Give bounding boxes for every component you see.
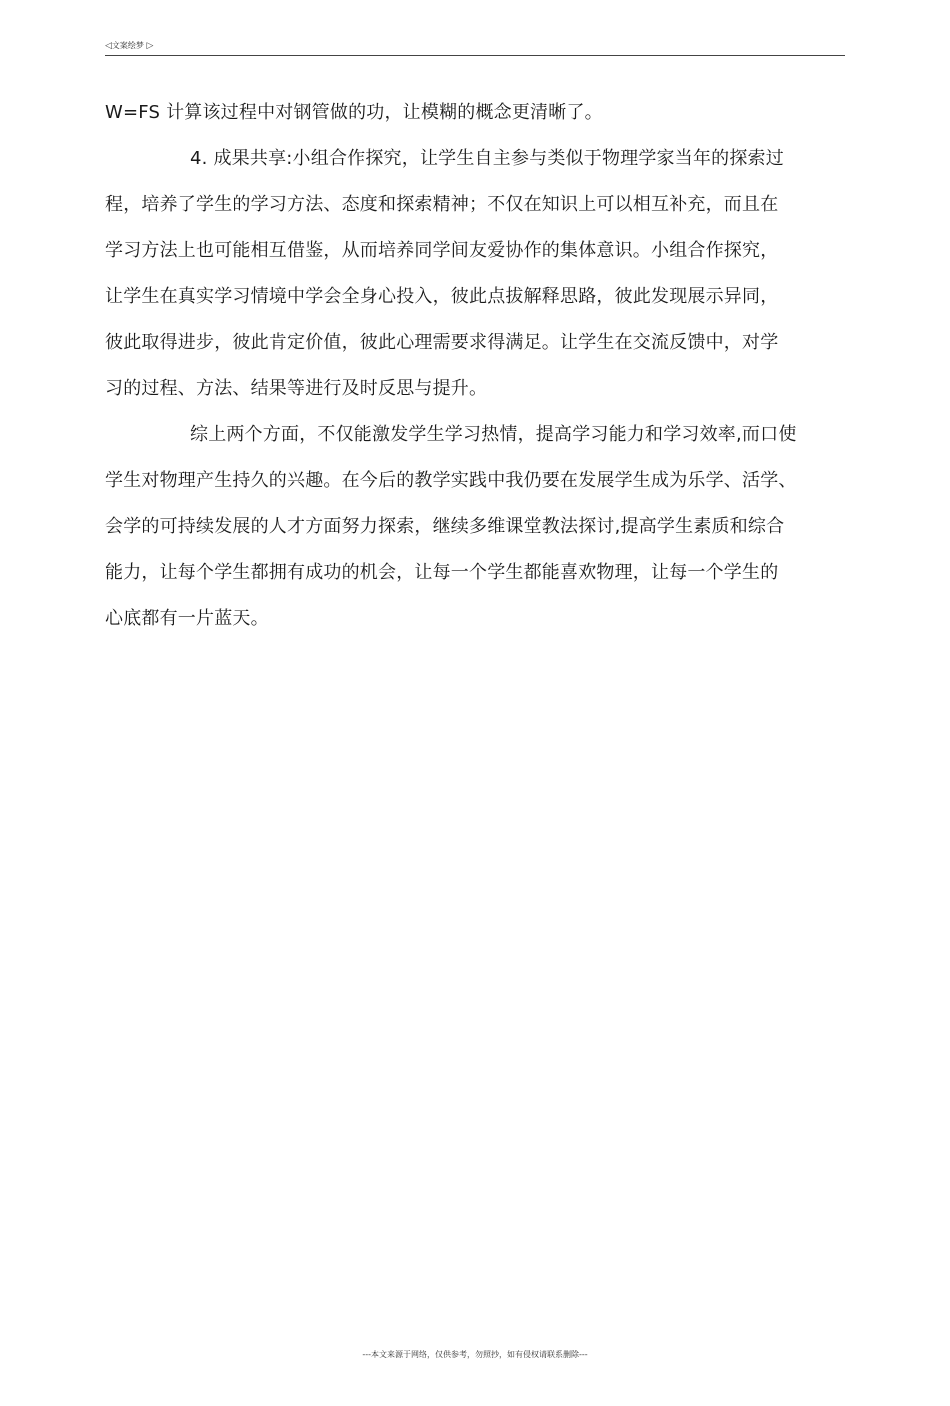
text-line: 会学的可持续发展的人才方面努力探索，继续多维课堂教法探讨,提高学生素质和综合 bbox=[105, 516, 785, 537]
text-line: 心底都有一片蓝天。 bbox=[105, 608, 269, 629]
text-line: 综上两个方面，不仅能激发学生学习热情，提高学习能力和学习效率,而口使 bbox=[190, 424, 797, 445]
text-line: 让学生在真实学习情境中学会全身心投入，彼此点拔解释思路，彼此发现展示异同， bbox=[105, 286, 779, 307]
header-title: 文案绘梦 bbox=[111, 41, 144, 50]
document-body bbox=[105, 90, 845, 642]
text-line: 学习方法上也可能相互借鉴，从而培养同学间友爱协作的集体意识。小组合作探究， bbox=[105, 240, 779, 261]
text-line: W=FS 计算该过程中对钢管做的功，让模糊的概念更清晰了。 bbox=[105, 102, 603, 123]
text-line: 程，培养了学生的学习方法、态度和探索精神；不仅在知识上可以相互补充，而且在 bbox=[105, 194, 779, 215]
page-footer: ---本文来源于网络，仅供参考，勿照抄，如有侵权请联系删除--- bbox=[362, 1350, 588, 1359]
page-header bbox=[105, 39, 845, 56]
paragraph-conclusion bbox=[105, 412, 845, 642]
paragraph-results-sharing bbox=[105, 136, 845, 412]
text-line: 习的过程、方法、结果等进行及时反思与提升。 bbox=[105, 378, 488, 399]
text-line: 4. 成果共享:小组合作探究，让学生自主参与类似于物理学家当年的探索过 bbox=[190, 148, 784, 169]
paragraph-work-formula bbox=[105, 90, 845, 136]
text-line: 学生对物理产生持久的兴趣。在今后的教学实践中我仍要在发展学生成为乐学、活学、 bbox=[105, 470, 797, 491]
text-line: 能力，让每个学生都拥有成功的机会，让每一个学生都能喜欢物理，让每一个学生的 bbox=[105, 562, 779, 583]
text-line: 彼此取得进步，彼此肯定价值，彼此心理需要求得满足。让学生在交流反馈中，对学 bbox=[105, 332, 779, 353]
left-triangle-icon: ◁ bbox=[105, 41, 112, 51]
header-label bbox=[105, 41, 153, 51]
right-triangle-icon: ▷ bbox=[146, 41, 154, 51]
